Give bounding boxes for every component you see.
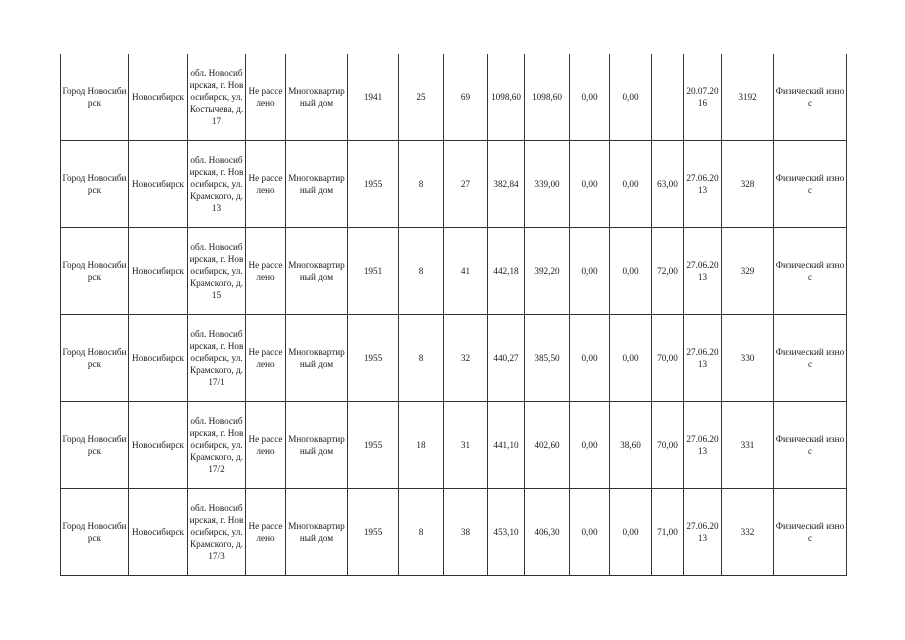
cell-col7: 18 [399, 402, 444, 489]
cell-date: 27.06.2013 [684, 489, 722, 576]
table-row [61, 315, 847, 402]
cell-status: Не расселено [246, 315, 286, 402]
cell-municipality: Новосибирск [129, 54, 188, 141]
cell-col7: 8 [399, 141, 444, 228]
cell-area-living: 392,20 [525, 228, 570, 315]
table-row [61, 402, 847, 489]
cell-col12: 0,00 [610, 54, 652, 141]
cell-number: 328 [722, 141, 774, 228]
cell-col11: 0,00 [570, 489, 610, 576]
cell-area-total: 1098,60 [488, 54, 525, 141]
cell-municipality: Новосибирск [129, 141, 188, 228]
cell-building-type: Многоквартирный дом [286, 315, 348, 402]
cell-city: Город Новосибирск [61, 489, 129, 576]
table-body [61, 54, 847, 576]
cell-col13: 72,00 [652, 228, 684, 315]
cell-address: обл. Новосибирская, г. Новосибирск, ул. Костычева, д. 17 [188, 54, 246, 141]
cell-col8: 69 [444, 54, 488, 141]
cell-date: 27.06.2013 [684, 402, 722, 489]
cell-date: 20.07.2016 [684, 54, 722, 141]
cell-reason: Физический износ [774, 228, 847, 315]
cell-city: Город Новосибирск [61, 141, 129, 228]
table-row [61, 54, 847, 141]
cell-year: 1955 [348, 489, 399, 576]
housing-registry-table [60, 54, 847, 576]
cell-reason: Физический износ [774, 489, 847, 576]
table-row [61, 489, 847, 576]
cell-col13: 70,00 [652, 315, 684, 402]
cell-building-type: Многоквартирный дом [286, 141, 348, 228]
cell-number: 329 [722, 228, 774, 315]
cell-area-total: 442,18 [488, 228, 525, 315]
cell-address: обл. Новосибирская, г. Новосибирск, ул. Крамского, д. 13 [188, 141, 246, 228]
cell-year: 1955 [348, 315, 399, 402]
cell-number: 330 [722, 315, 774, 402]
cell-number: 332 [722, 489, 774, 576]
cell-col7: 8 [399, 228, 444, 315]
cell-col11: 0,00 [570, 315, 610, 402]
cell-reason: Физический износ [774, 141, 847, 228]
cell-reason: Физический износ [774, 315, 847, 402]
cell-year: 1941 [348, 54, 399, 141]
cell-col13: 71,00 [652, 489, 684, 576]
cell-status: Не расселено [246, 402, 286, 489]
cell-col11: 0,00 [570, 54, 610, 141]
cell-address: обл. Новосибирская, г. Новосибирск, ул. Крамского, д. 15 [188, 228, 246, 315]
cell-area-living: 402,60 [525, 402, 570, 489]
cell-col8: 41 [444, 228, 488, 315]
cell-col7: 8 [399, 315, 444, 402]
cell-year: 1951 [348, 228, 399, 315]
cell-col8: 27 [444, 141, 488, 228]
cell-address: обл. Новосибирская, г. Новосибирск, ул. Крамского, д. 17/3 [188, 489, 246, 576]
cell-building-type: Многоквартирный дом [286, 489, 348, 576]
cell-address: обл. Новосибирская, г. Новосибирск, ул. Крамского, д. 17/2 [188, 402, 246, 489]
cell-col12: 38,60 [610, 402, 652, 489]
cell-col8: 32 [444, 315, 488, 402]
cell-building-type: Многоквартирный дом [286, 228, 348, 315]
cell-status: Не расселено [246, 141, 286, 228]
cell-municipality: Новосибирск [129, 315, 188, 402]
table-row [61, 228, 847, 315]
cell-building-type: Многоквартирный дом [286, 402, 348, 489]
cell-col12: 0,00 [610, 315, 652, 402]
cell-number: 331 [722, 402, 774, 489]
cell-municipality: Новосибирск [129, 402, 188, 489]
cell-area-total: 453,10 [488, 489, 525, 576]
cell-year: 1955 [348, 402, 399, 489]
cell-col12: 0,00 [610, 489, 652, 576]
cell-col11: 0,00 [570, 141, 610, 228]
cell-date: 27.06.2013 [684, 141, 722, 228]
cell-col7: 25 [399, 54, 444, 141]
cell-col13 [652, 54, 684, 141]
cell-city: Город Новосибирск [61, 54, 129, 141]
cell-status: Не расселено [246, 228, 286, 315]
cell-status: Не расселено [246, 489, 286, 576]
cell-area-living: 1098,60 [525, 54, 570, 141]
cell-area-living: 385,50 [525, 315, 570, 402]
cell-col11: 0,00 [570, 228, 610, 315]
cell-col7: 8 [399, 489, 444, 576]
cell-address: обл. Новосибирская, г. Новосибирск, ул. Крамского, д. 17/1 [188, 315, 246, 402]
cell-col12: 0,00 [610, 141, 652, 228]
cell-city: Город Новосибирск [61, 228, 129, 315]
cell-col12: 0,00 [610, 228, 652, 315]
cell-area-living: 406,30 [525, 489, 570, 576]
cell-area-total: 441,10 [488, 402, 525, 489]
cell-reason: Физический износ [774, 54, 847, 141]
cell-area-total: 382,84 [488, 141, 525, 228]
cell-col11: 0,00 [570, 402, 610, 489]
cell-date: 27.06.2013 [684, 315, 722, 402]
cell-reason: Физический износ [774, 402, 847, 489]
cell-status: Не расселено [246, 54, 286, 141]
cell-year: 1955 [348, 141, 399, 228]
cell-building-type: Многоквартирный дом [286, 54, 348, 141]
cell-city: Город Новосибирск [61, 402, 129, 489]
cell-area-total: 440,27 [488, 315, 525, 402]
cell-col8: 31 [444, 402, 488, 489]
cell-number: 3192 [722, 54, 774, 141]
table-row [61, 141, 847, 228]
cell-area-living: 339,00 [525, 141, 570, 228]
cell-city: Город Новосибирск [61, 315, 129, 402]
cell-municipality: Новосибирск [129, 228, 188, 315]
cell-date: 27.06.2013 [684, 228, 722, 315]
cell-municipality: Новосибирск [129, 489, 188, 576]
cell-col13: 70,00 [652, 402, 684, 489]
cell-col8: 38 [444, 489, 488, 576]
cell-col13: 63,00 [652, 141, 684, 228]
